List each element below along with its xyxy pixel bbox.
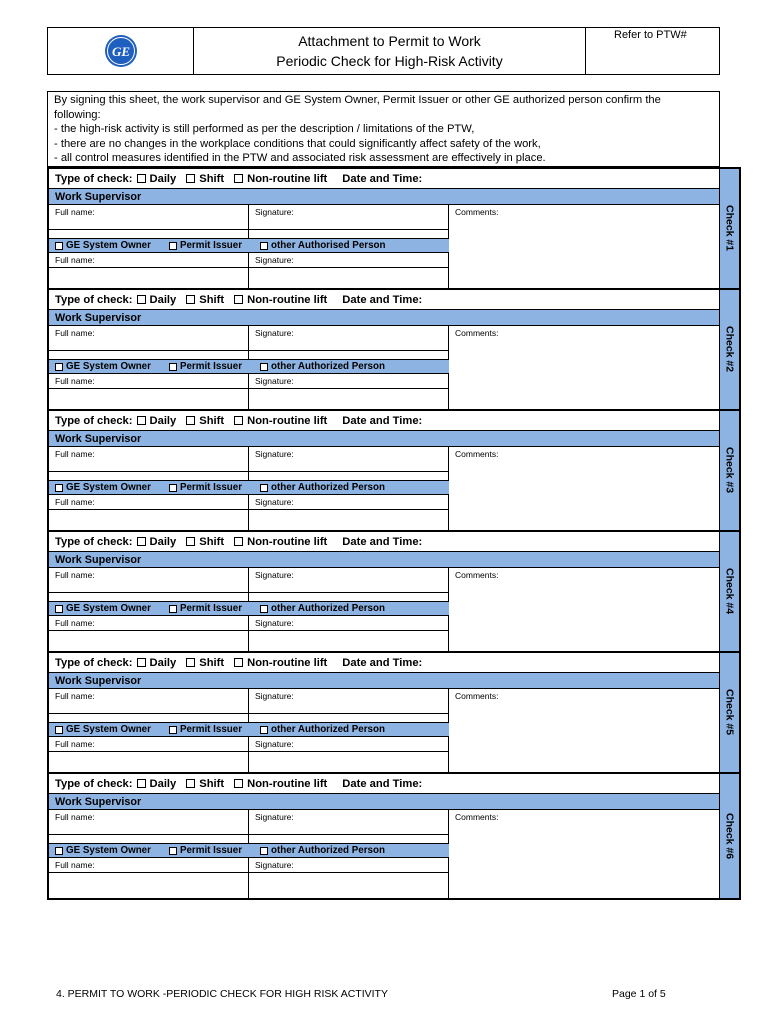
permit-issuer-checkbox[interactable] — [169, 484, 177, 492]
check-number-tab: Check #1 — [719, 169, 739, 288]
authorized-signature-field[interactable]: Signature: — [249, 737, 449, 772]
comments-field[interactable]: Comments: — [455, 328, 499, 338]
nonroutine-lift-checkbox[interactable] — [234, 658, 243, 667]
daily-option[interactable]: Daily — [137, 294, 177, 306]
date-time-label: Date and Time: — [342, 172, 423, 185]
authorized-full-name-field[interactable]: Full name: — [49, 616, 249, 651]
page-number: Page 1 of 5 — [612, 988, 666, 1000]
shift-checkbox[interactable] — [186, 416, 195, 425]
authorized-roles-bar — [49, 238, 449, 253]
daily-checkbox[interactable] — [137, 779, 146, 788]
type-of-check-row: Type of check: Daily Shift Non-routine lift Date and Time: — [49, 532, 720, 552]
shift-checkbox[interactable] — [186, 295, 195, 304]
check-grid — [49, 326, 720, 409]
authorized-full-name-field[interactable]: Full name: — [49, 253, 249, 288]
footer-title: 4. PERMIT TO WORK -PERIODIC CHECK FOR HIGH RISK ACTIVITY — [56, 988, 388, 1000]
type-of-check-row: Type of check: Daily Shift Non-routine lift Date and Time: — [49, 774, 720, 794]
document-header — [47, 27, 720, 75]
ptw-reference-field[interactable]: Refer to PTW# — [614, 29, 687, 41]
supervisor-signature-field[interactable]: Signature: — [249, 326, 449, 376]
authorized-full-name-field[interactable]: Full name: — [49, 858, 249, 898]
nonroutine-lift-option[interactable]: Non-routine lift — [234, 415, 327, 427]
work-supervisor-bar: Work Supervisor — [49, 673, 720, 689]
daily-checkbox[interactable] — [137, 174, 146, 183]
date-time-label: Date and Time: — [342, 414, 423, 427]
check-block — [49, 532, 739, 653]
shift-option[interactable]: Shift — [186, 536, 224, 548]
daily-checkbox[interactable] — [137, 416, 146, 425]
supervisor-signature-field[interactable]: Signature: — [249, 568, 449, 618]
authorized-roles-bar — [49, 843, 449, 858]
nonroutine-lift-option[interactable]: Non-routine lift — [234, 657, 327, 669]
authorized-full-name-field[interactable]: Full name: — [49, 495, 249, 530]
title-line-2: Periodic Check for High-Risk Activity — [276, 53, 503, 69]
date-time-label: Date and Time: — [342, 656, 423, 669]
checks-container — [47, 167, 741, 900]
shift-option[interactable]: Shift — [186, 778, 224, 790]
other-authorized-person-option[interactable]: other Authorized Person — [260, 361, 385, 372]
shift-option[interactable]: Shift — [186, 415, 224, 427]
other-authorized-person-checkbox[interactable] — [260, 847, 268, 855]
check-number-tab: Check #5 — [719, 653, 739, 772]
comments-field[interactable]: Comments: — [455, 207, 499, 217]
comments-field[interactable]: Comments: — [455, 812, 499, 822]
permit-issuer-option[interactable]: Permit Issuer — [169, 724, 242, 735]
type-of-check-row: Type of check: Daily Shift Non-routine lift Date and Time: — [49, 290, 720, 310]
daily-option[interactable]: Daily — [137, 536, 177, 548]
nonroutine-lift-checkbox[interactable] — [234, 174, 243, 183]
supervisor-full-name-field[interactable]: Full name: — [49, 568, 249, 618]
authorized-signature-field[interactable]: Signature: — [249, 253, 449, 288]
supervisor-signature-field[interactable]: Signature: — [249, 810, 449, 860]
supervisor-full-name-field[interactable]: Full name: — [49, 205, 249, 255]
nonroutine-lift-option[interactable]: Non-routine lift — [234, 536, 327, 548]
supervisor-full-name-field[interactable]: Full name: — [49, 810, 249, 860]
other-authorized-person-option[interactable]: other Authorized Person — [260, 845, 385, 856]
type-of-check-row: Type of check: Daily Shift Non-routine lift Date and Time: — [49, 411, 720, 431]
other-authorized-person-checkbox[interactable] — [260, 484, 268, 492]
comments-field[interactable]: Comments: — [455, 570, 499, 580]
work-supervisor-bar: Work Supervisor — [49, 552, 720, 568]
title-cell — [194, 28, 586, 74]
shift-checkbox[interactable] — [186, 537, 195, 546]
daily-option[interactable]: Daily — [137, 173, 177, 185]
ge-system-owner-checkbox[interactable] — [55, 726, 63, 734]
svg-text:GE: GE — [111, 44, 130, 59]
other-authorized-person-checkbox[interactable] — [260, 726, 268, 734]
nonroutine-lift-checkbox[interactable] — [234, 416, 243, 425]
other-authorized-person-option[interactable]: other Authorized Person — [260, 482, 385, 493]
authorized-roles-bar — [49, 480, 449, 495]
title-line-1: Attachment to Permit to Work — [298, 33, 481, 49]
daily-checkbox[interactable] — [137, 658, 146, 667]
check-block — [49, 290, 739, 411]
comments-field[interactable]: Comments: — [455, 691, 499, 701]
authorized-full-name-field[interactable]: Full name: — [49, 737, 249, 772]
nonroutine-lift-checkbox[interactable] — [234, 537, 243, 546]
authorized-signature-field[interactable]: Signature: — [249, 858, 449, 898]
ge-system-owner-option[interactable]: GE System Owner — [55, 845, 151, 856]
daily-checkbox[interactable] — [137, 295, 146, 304]
authorized-signature-field[interactable]: Signature: — [249, 495, 449, 530]
authorized-full-name-field[interactable]: Full name: — [49, 374, 249, 409]
permit-issuer-option[interactable]: Permit Issuer — [169, 603, 242, 614]
check-grid — [49, 205, 720, 288]
supervisor-signature-field[interactable]: Signature: — [249, 447, 449, 497]
check-block — [49, 169, 739, 290]
ge-system-owner-option[interactable]: GE System Owner — [55, 724, 151, 735]
date-time-label: Date and Time: — [342, 777, 423, 790]
daily-checkbox[interactable] — [137, 537, 146, 546]
work-supervisor-bar: Work Supervisor — [49, 310, 720, 326]
ge-logo — [104, 34, 138, 68]
permit-issuer-checkbox[interactable] — [169, 847, 177, 855]
daily-option[interactable]: Daily — [137, 415, 177, 427]
permit-issuer-checkbox[interactable] — [169, 363, 177, 371]
ge-system-owner-checkbox[interactable] — [55, 484, 63, 492]
date-time-label: Date and Time: — [342, 293, 423, 306]
check-grid — [49, 447, 720, 530]
ge-system-owner-checkbox[interactable] — [55, 847, 63, 855]
other-authorized-person-option[interactable]: other Authorized Person — [260, 724, 385, 735]
check-grid — [49, 568, 720, 651]
check-number-tab: Check #6 — [719, 774, 739, 898]
shift-option[interactable]: Shift — [186, 657, 224, 669]
permit-issuer-option[interactable]: Permit Issuer — [169, 482, 242, 493]
supervisor-signature-field[interactable]: Signature: — [249, 689, 449, 739]
logo-cell — [48, 28, 194, 74]
check-number-tab: Check #3 — [719, 411, 739, 530]
nonroutine-lift-checkbox[interactable] — [234, 779, 243, 788]
other-authorized-person-option[interactable]: other Authorized Person — [260, 603, 385, 614]
permit-issuer-checkbox[interactable] — [169, 726, 177, 734]
permit-issuer-checkbox[interactable] — [169, 242, 177, 250]
work-supervisor-bar: Work Supervisor — [49, 431, 720, 447]
permit-issuer-option[interactable]: Permit Issuer — [169, 845, 242, 856]
check-block — [49, 653, 739, 774]
shift-option[interactable]: Shift — [186, 173, 224, 185]
ge-system-owner-option[interactable]: GE System Owner — [55, 603, 151, 614]
supervisor-full-name-field[interactable]: Full name: — [49, 326, 249, 376]
ge-system-owner-checkbox[interactable] — [55, 363, 63, 371]
check-number-tab: Check #2 — [719, 290, 739, 409]
work-supervisor-bar: Work Supervisor — [49, 189, 720, 205]
nonroutine-lift-option[interactable]: Non-routine lift — [234, 294, 327, 306]
comments-field[interactable]: Comments: — [455, 449, 499, 459]
check-number-tab: Check #4 — [719, 532, 739, 651]
date-time-label: Date and Time: — [342, 535, 423, 548]
other-authorized-person-checkbox[interactable] — [260, 242, 268, 250]
nonroutine-lift-checkbox[interactable] — [234, 295, 243, 304]
shift-option[interactable]: Shift — [186, 294, 224, 306]
supervisor-full-name-field[interactable]: Full name: — [49, 689, 249, 739]
daily-option[interactable]: Daily — [137, 657, 177, 669]
permit-issuer-option[interactable]: Permit Issuer — [169, 361, 242, 372]
shift-checkbox[interactable] — [186, 174, 195, 183]
permit-issuer-checkbox[interactable] — [169, 605, 177, 613]
authorized-roles-bar — [49, 722, 449, 737]
authorized-roles-bar — [49, 359, 449, 374]
intro-text: By signing this sheet, the work supervisor and GE System Owner, Permit Issuer or other GE authorized person confirm the following: - the high-risk activity is still performed as per the description / limitations of the PTW, - there are no changes in the workplace conditions that could significantly affect safety of the work, - all control measures identified in the PTW and associated risk assessment are effectively in place. — [47, 91, 720, 167]
ge-system-owner-option[interactable]: GE System Owner — [55, 482, 151, 493]
authorized-roles-bar — [49, 601, 449, 616]
type-of-check-row: Type of check: Daily Shift Non-routine lift Date and Time: — [49, 169, 720, 189]
shift-checkbox[interactable] — [186, 779, 195, 788]
authorized-signature-field[interactable]: Signature: — [249, 374, 449, 409]
nonroutine-lift-option[interactable]: Non-routine lift — [234, 778, 327, 790]
other-authorized-person-checkbox[interactable] — [260, 363, 268, 371]
shift-checkbox[interactable] — [186, 658, 195, 667]
daily-option[interactable]: Daily — [137, 778, 177, 790]
ge-system-owner-checkbox[interactable] — [55, 242, 63, 250]
other-authorized-person-checkbox[interactable] — [260, 605, 268, 613]
ge-system-owner-option[interactable]: GE System Owner — [55, 240, 151, 251]
supervisor-full-name-field[interactable]: Full name: — [49, 447, 249, 497]
ge-system-owner-option[interactable]: GE System Owner — [55, 361, 151, 372]
permit-issuer-option[interactable]: Permit Issuer — [169, 240, 242, 251]
authorized-signature-field[interactable]: Signature: — [249, 616, 449, 651]
ge-system-owner-checkbox[interactable] — [55, 605, 63, 613]
check-block — [49, 774, 739, 898]
nonroutine-lift-option[interactable]: Non-routine lift — [234, 173, 327, 185]
check-block — [49, 411, 739, 532]
work-supervisor-bar: Work Supervisor — [49, 794, 720, 810]
supervisor-signature-field[interactable]: Signature: — [249, 205, 449, 255]
type-of-check-row: Type of check: Daily Shift Non-routine lift Date and Time: — [49, 653, 720, 673]
check-grid — [49, 689, 720, 772]
other-authorized-person-option[interactable]: other Authorised Person — [260, 240, 386, 251]
check-grid — [49, 810, 720, 898]
